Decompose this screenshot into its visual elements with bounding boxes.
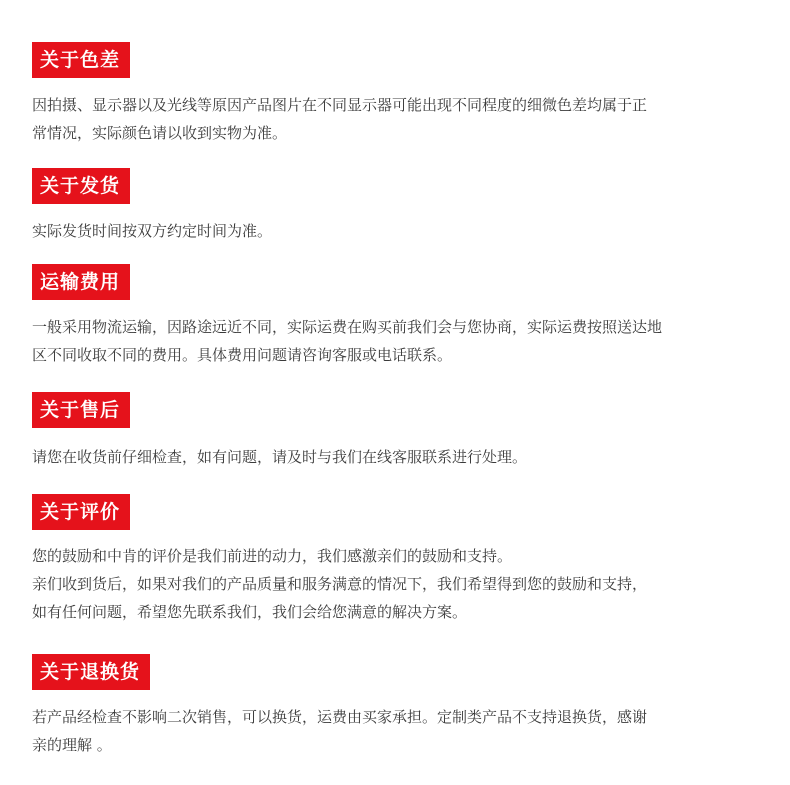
section-heading-reviews: 关于评价 <box>32 494 130 530</box>
section-body-shipping <box>32 217 762 245</box>
section-body-reviews <box>32 542 762 626</box>
body-line: 一般采用物流运输，因路途远近不同，实际运费在购买前我们会与您协商，实际运费按照送达地 <box>32 318 663 336</box>
section-body-color-difference <box>32 91 762 147</box>
section-heading-after-sales: 关于售后 <box>32 392 130 428</box>
body-line: 常情况，实际颜色请以收到实物为准。 <box>32 124 288 142</box>
body-line: 亲们收到货后，如果对我们的产品质量和服务满意的情况下，我们希望得到您的鼓励和支持， <box>32 575 648 593</box>
body-line: 请您在收货前仔细检查，如有问题，请及时与我们在线客服联系进行处理。 <box>32 448 528 466</box>
section-body-freight <box>32 313 762 369</box>
body-line: 因拍摄、显示器以及光线等原因产品图片在不同显示器可能出现不同程度的细微色差均属于正 <box>32 96 648 114</box>
body-line: 若产品经检查不影响二次销售，可以换货，运费由买家承担。定制类产品不支持退换货，感谢 <box>32 708 648 726</box>
section-body-after-sales <box>32 443 762 471</box>
body-line: 区不同收取不同的费用。具体费用问题请咨询客服或电话联系。 <box>32 346 453 364</box>
body-line: 如有任何问题，希望您先联系我们，我们会给您满意的解决方案。 <box>32 603 468 621</box>
section-body-returns <box>32 703 762 759</box>
section-heading-returns: 关于退换货 <box>32 654 150 690</box>
body-line: 您的鼓励和中肯的评价是我们前进的动力，我们感激亲们的鼓励和支持。 <box>32 547 513 565</box>
section-heading-shipping: 关于发货 <box>32 168 130 204</box>
section-heading-freight: 运输费用 <box>32 264 130 300</box>
section-heading-color-difference: 关于色差 <box>32 42 130 78</box>
body-line: 实际发货时间按双方约定时间为准。 <box>32 222 273 240</box>
body-line: 亲的理解 。 <box>32 736 112 754</box>
